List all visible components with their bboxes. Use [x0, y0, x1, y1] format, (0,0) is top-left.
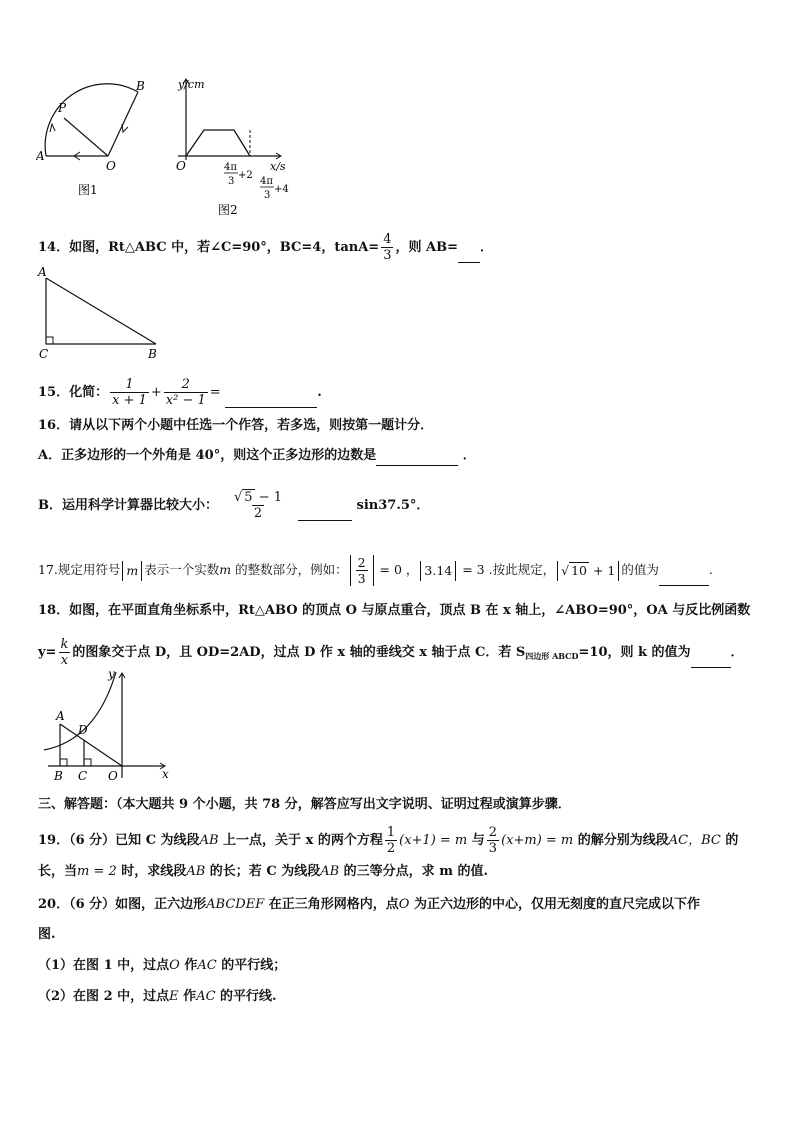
tick2-num: 4π [260, 176, 273, 187]
q18-answer-blank[interactable] [691, 653, 731, 668]
graph-line [186, 130, 250, 156]
section-3-heading: 三、解答题：（本大题共 9 个小题，共 78 分，解答应写出文字说明、证明过程或演算步骤． [38, 797, 571, 812]
q17-answer-blank[interactable] [659, 571, 709, 586]
question-14: 14．如图，Rt△ABC 中，若∠C=90°，BC=4，tanA= $\frac{4}{3}$ ，则 AB= ． [38, 232, 493, 263]
question-16a: A．正多边形的一个外角是 40°，则这个正多边形的边数是 ． [38, 446, 476, 466]
q17-bracket-sqrt: √ 10 + 1 [557, 561, 619, 581]
question-15: 15．化简： $\frac{1}{x + 1}$ + $\frac{2}{\text{x² − 1}}$ = . [38, 377, 322, 408]
q15-fraction-2: $\frac{2}{\text{x² − 1}}$ [165, 377, 206, 408]
label-o: O [106, 159, 116, 173]
question-20-part1: （1）在图 1 中，过点O 作AC 的平行线； [38, 958, 287, 973]
question-16b: B．运用科学计算器比较大小： $\frac{√ 5 - 1}{2}$ sin37.5°． [38, 490, 430, 521]
q14-prefix: 14．如图，Rt△ABC 中，若∠C=90°，BC=4，tanA= [38, 240, 380, 255]
q14-fraction: $\frac{4}{3}$ [383, 232, 392, 263]
hyperbola-curve [44, 672, 116, 750]
right-angle-mark [46, 337, 53, 344]
origin-label: O [176, 159, 186, 173]
svg-text:D: D [78, 723, 88, 737]
svg-text:y: y [108, 668, 115, 681]
label-a: A [38, 266, 47, 279]
question-18-line1: 18．如图，在平面直角坐标系中，Rt△ABO 的顶点 O 与原点重合，顶点 B 在 x 轴上，∠ABO=90°，OA 与反比例函数 [38, 603, 751, 618]
q16b-answer-blank[interactable] [298, 506, 352, 521]
tick1-den: 3 [228, 176, 235, 187]
figure-2 [158, 72, 298, 220]
q14-answer-blank[interactable] [458, 248, 480, 263]
question-20-part2: （2）在图 2 中，过点E 作AC 的平行线. [38, 989, 277, 1004]
q18-figure [36, 668, 176, 784]
q16a-answer-blank[interactable] [376, 451, 458, 466]
q14-triangle-figure [36, 266, 166, 362]
q17-bracket-314: 3.14 [420, 561, 456, 581]
tick1-num: 4π [224, 162, 237, 173]
ylabel: y/cm [178, 78, 205, 91]
label-b: B [136, 80, 145, 93]
question-20-line1: 20．（6 分）如图，正六边形ABCDEF 在正三角形网格内，点O 为正六边形的中心，仅用无刻度的直尺完成以下作 [38, 897, 700, 912]
question-19-line2: 长，当m = 2 时，求线段AB 的长；若 C 为线段AB 的三等分点，求 m 的值. [38, 864, 489, 879]
svg-text:B: B [54, 769, 63, 783]
arc-path [45, 84, 138, 156]
tick2-tail: +4 [274, 184, 289, 195]
q18-fraction: $\frac{k}{x}$ [60, 637, 69, 668]
svg-text:C: C [78, 769, 88, 783]
q14-suffix: ，则 AB= [395, 240, 458, 255]
xlabel: x/s [270, 160, 286, 173]
label-p: P [58, 101, 67, 115]
svg-text:A: A [56, 709, 65, 723]
question-18-line2: y= $\frac{k}{x}$ 的图象交于点 D，且 OD=2AD，过点 D 作 x 轴的垂线交 x 轴于点 C．若 $S_{四边形 ABCD}=10$，则 k 的值为 ． [38, 637, 744, 668]
tick1-tail: +2 [238, 170, 253, 181]
q17-bracket-frac: $\frac{2}{3}$ [350, 555, 374, 586]
question-20-line2: 图. [38, 927, 56, 942]
arrow-up-icon [50, 124, 55, 132]
q17-bracket-m: m [122, 561, 142, 581]
question-17: 17.规定用符号 m 表示一个实数m 的整数部分，例如： $\frac{2}{3}$ = 0 ， 3.14 = 3 .按此规定， √ 10 + 1 的值为 . [38, 555, 713, 586]
label-c: C [39, 347, 49, 361]
fig1-caption: 图1 [78, 183, 98, 197]
question-16: 16．请从以下两个小题中任选一个作答，若多选，则按第一题计分． [38, 418, 434, 433]
q15-prefix: 15．化简： [38, 385, 109, 400]
label-a: A [36, 149, 45, 163]
segment-bo [108, 92, 138, 156]
svg-text:x: x [162, 767, 169, 781]
q16b-fraction: $\frac{√ 5 - 1}{2}$ [234, 490, 283, 521]
label-b: B [148, 347, 157, 361]
svg-text:O: O [108, 769, 118, 783]
q15-answer-blank[interactable] [225, 393, 317, 408]
fig2-caption: 图2 [218, 203, 238, 217]
figure-1 [36, 80, 156, 200]
tick2-den: 3 [264, 190, 271, 201]
q15-fraction-1: $\frac{1}{x + 1}$ [112, 377, 147, 408]
segment-po [64, 118, 108, 156]
question-19-line1: 19．（6 分）已知 C 为线段AB 上一点，关于 x 的两个方程 $\frac{1}{2}$ (x+1) = m 与 $\frac{2}{3}$ (x+m) = m 的解分别为线段AC，BC 的 [38, 825, 739, 856]
